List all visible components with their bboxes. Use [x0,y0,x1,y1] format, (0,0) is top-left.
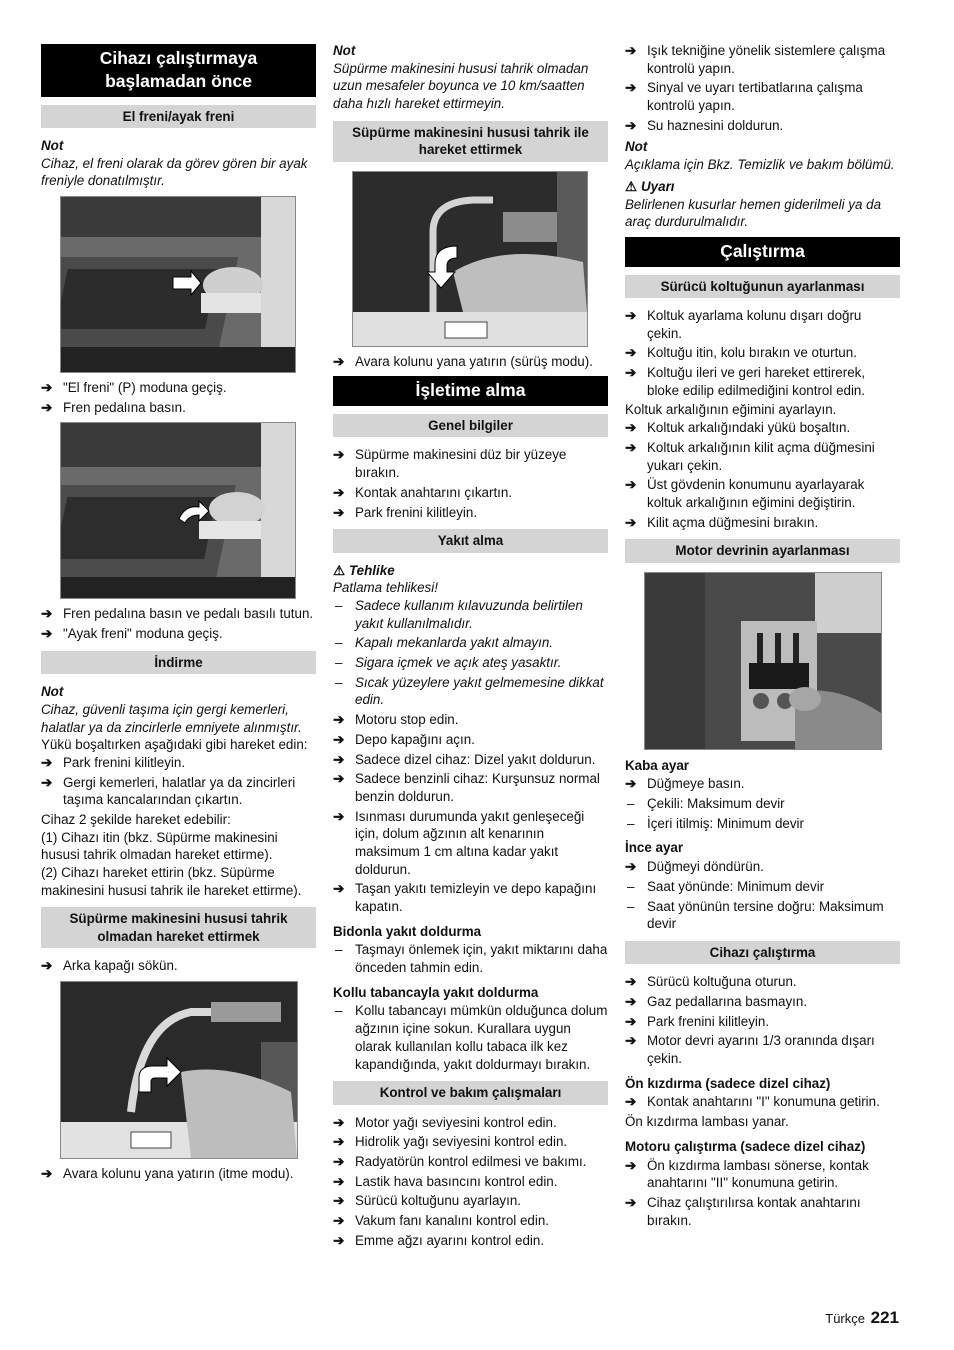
list-item: ➔ Depo kapağını açın. [333,731,608,749]
seat-steps-list-b [625,419,900,531]
preheat-list [625,1093,900,1111]
unloading-para: (2) Cihazı hareket ettirin (bkz. Süpürme makinesini hususi tahrik ile hareket ettirme). [41,865,302,898]
section-title-commissioning: İşletime alma [333,376,608,406]
preheat-title: Ön kızdırma (sadece dizel cihaz) [625,1075,831,1091]
list-item: ➔ Koltuğu itin, kolu bırakın ve oturtun. [625,344,900,362]
move-with-steps [333,353,608,371]
coarse-adjust-title: Kaba ayar [625,757,690,773]
preheat-para: Ön kızdırma lambası yanar. [625,1114,789,1130]
move-without-steps-a [41,957,316,975]
warning-triangle-icon: ⚠ [333,562,346,578]
general-steps-list [333,446,608,521]
list-item: ➔ Sürücü koltuğunu ayarlayın. [333,1192,608,1210]
list-item: ➔ Radyatörün kontrol edilmesi ve bakımı. [333,1153,608,1171]
refuel-steps-list [333,711,608,916]
canister-list [333,941,608,976]
subsection-seat-adjustment: Sürücü koltuğunun ayarlanması [625,275,900,298]
list-item: ➔ Taşan yakıtı temizleyin ve depo kapağını kapatın. [333,880,608,915]
canister-refuel-title: Bidonla yakıt doldurma [333,923,482,939]
note-label: Not [333,43,356,58]
list-item: – Taşmayı önlemek için, yakıt miktarını daha önceden tahmin edin. [333,941,608,976]
inspection-list [333,1114,608,1250]
list-item: ➔ Fren pedalına basın ve pedalı basılı tutun. [41,605,316,623]
list-item: ➔ Gaz pedallarına basmayın. [625,993,900,1011]
photo-hand-brake-pedal [60,196,296,373]
fine-adjust-title: İnce ayar [625,840,684,856]
list-item: ➔ Koltuk arkalığının kilit açma düğmesini yukarı çekin. [625,439,900,474]
subsection-unloading: İndirme [41,651,316,674]
photo-engine-speed-control [644,572,882,750]
photo-foot-brake-pedal [60,422,296,599]
list-item: ➔ Düğmeyi döndürün. [625,858,900,876]
list-item: ➔ "Ayak freni" moduna geçiş. [41,625,316,643]
seat-steps-list-a [625,307,900,399]
column-3 [625,42,900,1231]
list-item: ➔ Kontak anahtarını çıkartın. [333,484,608,502]
fine-adjust-arrow-list [625,858,900,876]
list-item: ➔ Su haznesini doldurun. [625,117,900,135]
list-item: – Kapalı mekanlarda yakıt almayın. [333,634,608,652]
section-title-before-start: Cihazı çalıştırmaya başlamadan önce [41,44,316,97]
list-item: ➔ Sürücü koltuğuna oturun. [625,973,900,991]
subsection-start-device: Cihazı çalıştırma [625,941,900,964]
list-item: – Sıcak yüzeylere yakıt gelmemesine dikkat edin. [333,674,608,709]
list-item: ➔ Park frenini kilitleyin. [625,1013,900,1031]
list-item: – Çekili: Maksimum devir [625,795,900,813]
note-label: Not [41,684,64,700]
note-text: Cihaz, el freni olarak da görev gören bir ayak freniyle donatılmıştır. [41,155,308,189]
brake-steps-list-a [41,379,316,416]
list-item: ➔ "El freni" (P) moduna geçiş. [41,379,316,397]
note-label: Not [41,137,64,153]
page-number: 221 [870,1308,899,1327]
seat-para: Koltuk arkalığının eğimini ayarlayın. [625,402,837,418]
danger-list [333,597,608,709]
list-item: – İçeri itilmiş: Minimum devir [625,815,900,833]
list-item: ➔ Koltuk arkalığındaki yükü boşaltın. [625,419,900,437]
list-item: – Sadece kullanım kılavuzunda belirtilen yakıt kullanılmalıdır. [333,597,608,632]
engine-start-list [625,1157,900,1230]
list-item: ➔ Isınması durumunda yakıt genleşeceği için, dolum ağzının alt kenarının maksimum 1 cm altına kadar yakıt doldurun. [333,808,608,879]
unloading-intro: Yükü boşaltırken aşağıdaki gibi hareket edin: [41,737,308,753]
subsection-inspection-maintenance: Kontrol ve bakım çalışmaları [333,1081,608,1104]
list-item: ➔ Lastik hava basıncını kontrol edin. [333,1173,608,1191]
list-item: ➔ Kontak anahtarını "I" konumuna getirin. [625,1093,900,1111]
note-text: Cihaz, güvenli taşıma için gergi kemerleri, halatlar ya da zincirlerle emniyete alınmıştır. [41,701,302,735]
subsection-move-without-drive: Süpürme makinesini hususi tahrik olmadan hareket ettirmek [41,907,316,948]
page-footer [825,1307,899,1329]
list-item: ➔ Sadece benzinli cihaz: Kurşunsuz normal benzin doldurun. [333,770,608,805]
list-item: – Saat yönünün tersine doğru: Maksimum devir [625,898,900,933]
danger-label: ⚠ Tehlike [333,562,395,578]
warning-label: ⚠ Uyarı [625,178,675,194]
unloading-para: Cihaz 2 şekilde hareket edebilir: [41,811,231,827]
list-item: ➔ Arka kapağı sökün. [41,957,316,975]
list-item: – Sigara içmek ve açık ateş yasaktır. [333,654,608,672]
start-device-list [625,973,900,1067]
list-item: ➔ Park frenini kilitleyin. [333,504,608,522]
list-item: ➔ Park frenini kilitleyin. [41,754,316,772]
list-item: ➔ Kilit açma düğmesini bırakın. [625,514,900,532]
list-item: ➔ Işık tekniğine yönelik sistemlere çalışma kontrolü yapın. [625,42,900,77]
footer-language: Türkçe [825,1311,865,1326]
danger-text: Patlama tehlikesi! [333,580,438,596]
photo-idle-lever-push-mode [60,981,298,1159]
brake-steps-list-b [41,605,316,642]
photo-idle-lever-drive-mode [352,171,588,347]
list-item: ➔ Cihaz çalıştırılırsa kontak anahtarını bırakın. [625,1194,900,1229]
fine-adjust-dash-list [625,878,900,933]
list-item: – Kollu tabancayı mümkün olduğunca dolum ağzının içine sokun. Kurallara uygun olarak kullanılan kollu tabaca ilk kez kapandığında, yakıt doldurmayı bırakın. [333,1002,608,1073]
column-2 [333,42,608,1251]
pump-list [333,1002,608,1073]
unloading-steps-list [41,754,316,809]
note-text: Açıklama için Bkz. Temizlik ve bakım bölümü. [625,157,895,173]
subsection-engine-speed: Motor devrinin ayarlanması [625,539,900,562]
list-item: ➔ Gergi kemerleri, halatlar ya da zincirleri taşıma kancalarından çıkartın. [41,774,316,809]
pump-refuel-title: Kollu tabancayla yakıt doldurma [333,984,539,1000]
list-item: – Saat yönünde: Minimum devir [625,878,900,896]
list-item: ➔ Sinyal ve uyarı tertibatlarına çalışma kontrolü yapın. [625,79,900,114]
section-title-operation: Çalıştırma [625,237,900,267]
note-label: Not [625,139,648,155]
list-item: ➔ Koltuk ayarlama kolunu dışarı doğru çekin. [625,307,900,342]
list-item: ➔ Emme ağzı ayarını kontrol edin. [333,1232,608,1250]
subsection-move-with-drive: Süpürme makinesini hususi tahrik ile hareket ettirmek [333,121,608,162]
subsection-general-info: Genel bilgiler [333,414,608,437]
unloading-para: (1) Cihazı itin (bkz. Süpürme makinesini hususi tahrik olmadan hareket ettirme). [41,829,278,863]
list-item: ➔ Motoru stop edin. [333,711,608,729]
warning-text: Belirlenen kusurlar hemen giderilmeli ya da araç durdurulmalıdır. [625,196,882,230]
list-item: ➔ Düğmeye basın. [625,775,900,793]
list-item: ➔ Koltuğu ileri ve geri hareket ettirerek, bloke edilip edilmediğini kontrol edin. [625,364,900,399]
list-item: ➔ Fren pedalına basın. [41,399,316,417]
column-1 [41,42,316,1185]
move-without-steps-b [41,1165,316,1183]
list-item: ➔ Avara kolunu yana yatırın (itme modu). [41,1165,316,1183]
list-item: ➔ Üst gövdenin konumunu ayarlayarak koltuk arkalığının eğimini değiştirin. [625,476,900,511]
engine-start-title: Motoru çalıştırma (sadece dizel cihaz) [625,1138,866,1154]
warning-triangle-icon: ⚠ [625,178,638,194]
list-item: ➔ Motor yağı seviyesini kontrol edin. [333,1114,608,1132]
list-item: ➔ Avara kolunu yana yatırın (sürüş modu). [333,353,608,371]
list-item: ➔ Hidrolik yağı seviyesini kontrol edin. [333,1133,608,1151]
list-item: ➔ Ön kızdırma lambası sönerse, kontak anahtarını "II" konumuna getirin. [625,1157,900,1192]
list-item: ➔ Vakum fanı kanalını kontrol edin. [333,1212,608,1230]
note-text: Süpürme makinesini hususi tahrik olmadan uzun mesafeler boyunca ve 10 km/saatten daha hızlı hareket ettirmeyin. [333,60,589,112]
coarse-adjust-dash-list [625,795,900,832]
list-item: ➔ Motor devri ayarını 1/3 oranında dışarı çekin. [625,1032,900,1067]
coarse-adjust-arrow-list [625,775,900,793]
inspection-list-continued [625,42,900,134]
subsection-refueling: Yakıt alma [333,529,608,552]
subsection-hand-foot-brake: El freni/ayak freni [41,105,316,128]
list-item: ➔ Sadece dizel cihaz: Dizel yakıt doldurun. [333,751,608,769]
list-item: ➔ Süpürme makinesini düz bir yüzeye bırakın. [333,446,608,481]
